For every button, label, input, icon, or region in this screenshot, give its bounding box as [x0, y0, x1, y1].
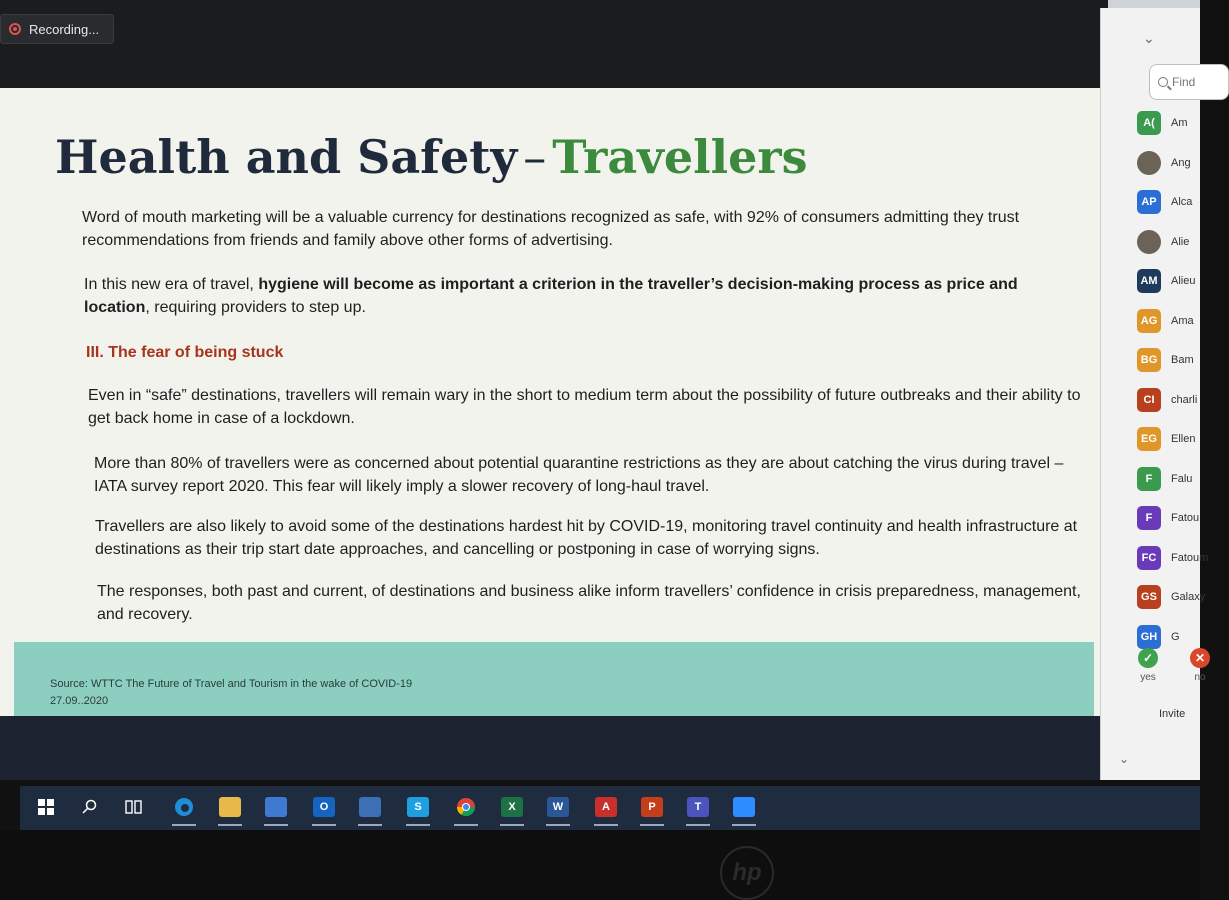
excel-icon[interactable]: [498, 792, 526, 822]
participant-row[interactable]: [1137, 227, 1207, 257]
participant-row[interactable]: [1137, 187, 1207, 217]
file-explorer-icon[interactable]: [216, 792, 244, 822]
teams-icon-glyph: T: [687, 797, 709, 817]
chevron-down-icon[interactable]: ⌄: [1143, 30, 1155, 46]
participant-name: Am: [1171, 117, 1188, 129]
avatar: [1137, 230, 1161, 254]
store-icon-glyph: [265, 797, 287, 817]
network-icon-glyph: [359, 797, 381, 817]
invite-button[interactable]: Invite: [1159, 708, 1186, 720]
yes-label: yes: [1140, 672, 1156, 683]
paragraph-responses: The responses, both past and current, of destinations and business alike inform travellers’ confidence in crisis preparedness, management, and recovery.: [97, 583, 1081, 623]
record-icon: [9, 23, 21, 35]
running-indicator: [640, 824, 664, 826]
running-indicator: [594, 824, 618, 826]
participant-name: Fatoum: [1171, 551, 1209, 564]
paragraph-new-era-end: , requiring providers to step up.: [145, 299, 366, 316]
participant-row[interactable]: [1137, 385, 1207, 415]
participant-row[interactable]: [1137, 266, 1207, 296]
avatar: AM: [1137, 269, 1161, 293]
meeting-bottom-area: [0, 716, 1108, 780]
avatar: CI: [1137, 388, 1161, 412]
participant-name: charli: [1171, 393, 1198, 406]
paragraph-quarantine: More than 80% of travellers were as concerned about potential quarantine restrictions as they are about catching the virus during travel – IATA survey report 2020. This fear will likely imply a slower recovery of long-haul travel.: [94, 455, 1064, 495]
task-view-icon[interactable]: [120, 792, 148, 822]
search-placeholder: Find: [1172, 75, 1196, 89]
no-label: no: [1194, 672, 1206, 683]
running-indicator: [454, 824, 478, 826]
source-band: [14, 642, 1094, 718]
participant-name: Galaxy: [1171, 591, 1206, 603]
shared-slide: [0, 88, 1108, 722]
participant-row[interactable]: [1137, 582, 1207, 612]
acrobat-icon[interactable]: [592, 792, 620, 822]
participant-row[interactable]: [1137, 543, 1207, 573]
chevron-down-icon[interactable]: ⌄: [1119, 752, 1130, 766]
no-button[interactable]: [1185, 648, 1215, 683]
skype-icon[interactable]: [404, 792, 432, 822]
slide-title-accent: Travellers: [552, 130, 808, 184]
acrobat-icon-glyph: A: [595, 797, 617, 817]
participant-row[interactable]: [1137, 306, 1207, 336]
outlook-icon-glyph: O: [313, 797, 335, 817]
meeting-top-area: [0, 0, 1108, 92]
search-icon: [1158, 77, 1168, 87]
running-indicator: [218, 824, 242, 826]
avatar: EG: [1137, 427, 1161, 451]
participant-row[interactable]: [1137, 424, 1207, 454]
windows-taskbar: [20, 786, 1200, 830]
participant-name: Alca: [1171, 196, 1193, 208]
search-icon[interactable]: [76, 792, 104, 822]
avatar: F: [1137, 467, 1161, 491]
running-indicator: [264, 824, 288, 826]
edge-icon-glyph: [173, 797, 195, 817]
file-explorer-icon-glyph: [219, 797, 241, 817]
teams-icon[interactable]: [684, 792, 712, 822]
participant-row[interactable]: [1137, 503, 1207, 533]
participant-search-input[interactable]: [1149, 64, 1229, 100]
paragraph-new-era: [84, 273, 1084, 319]
source-line-1: Source: WTTC The Future of Travel and Tourism in the wake of COVID-19: [50, 678, 413, 690]
participant-name: Alieu: [1171, 275, 1196, 287]
source-citation: [50, 676, 412, 710]
avatar: [1137, 151, 1161, 175]
task-view-icon-glyph: [123, 797, 145, 817]
running-indicator: [732, 824, 756, 826]
edge-icon[interactable]: [170, 792, 198, 822]
participant-name: Alie: [1171, 235, 1190, 248]
avatar: AP: [1137, 190, 1161, 214]
outlook-icon[interactable]: [310, 792, 338, 822]
avatar: BG: [1137, 348, 1161, 372]
participant-row[interactable]: [1137, 622, 1207, 652]
hp-logo: hp: [720, 846, 774, 900]
paragraph-new-era-bold: hygiene will become as important a criterion in the traveller’s decision-making process as price and location: [84, 276, 1018, 316]
participant-name: G: [1171, 630, 1180, 643]
store-icon[interactable]: [262, 792, 290, 822]
network-icon[interactable]: [356, 792, 384, 822]
paragraph-safe-destinations: Even in “safe” destinations, travellers will remain wary in the short to medium term about the possibility of future outbreaks and their ability to get back home in case of a lockdown.: [88, 387, 1081, 427]
laptop-bezel: [0, 830, 1200, 900]
avatar: F: [1137, 506, 1161, 530]
recording-label: Recording...: [29, 21, 100, 37]
running-indicator: [406, 824, 430, 826]
running-indicator: [500, 824, 524, 826]
close-icon: ✕: [1190, 648, 1210, 668]
participant-name: Falu: [1171, 472, 1193, 485]
running-indicator: [358, 824, 382, 826]
participant-row[interactable]: [1137, 345, 1207, 375]
participant-row[interactable]: [1137, 464, 1207, 494]
participant-name: Ellen: [1171, 433, 1196, 445]
search-icon-glyph: [79, 797, 101, 817]
running-indicator: [312, 824, 336, 826]
participant-row[interactable]: [1137, 108, 1207, 138]
participant-name: Ang: [1171, 156, 1191, 169]
section-heading: III. The fear of being stuck: [86, 344, 284, 361]
participant-name: Ama: [1171, 314, 1194, 327]
yes-button[interactable]: [1133, 648, 1163, 683]
zoom-icon[interactable]: [730, 792, 758, 822]
slide-title-dash: –: [523, 130, 547, 184]
avatar: A(: [1137, 111, 1161, 135]
participant-name: Fatou: [1171, 512, 1200, 524]
windows-start-icon[interactable]: [32, 792, 60, 822]
check-icon: ✓: [1138, 648, 1158, 668]
word-icon[interactable]: [544, 792, 572, 822]
powerpoint-icon[interactable]: [638, 792, 666, 822]
paragraph-word-of-mouth: Word of mouth marketing will be a valuable currency for destinations recognized as safe, with 92% of consumers admitting they trust recommendations from friends and family above other forms of advertising.: [82, 209, 1020, 249]
windows-start-icon-glyph: [35, 797, 57, 817]
word-icon-glyph: W: [547, 797, 569, 817]
avatar: GH: [1137, 625, 1161, 649]
powerpoint-icon-glyph: P: [641, 797, 663, 817]
avatar: FC: [1137, 546, 1161, 570]
participants-panel: [1100, 8, 1209, 780]
slide-title-main: Health and Safety: [55, 130, 518, 184]
paragraph-avoid-destinations: Travellers are also likely to avoid some of the destinations hardest hit by COVID-19, monitoring travel continuity and health infrastructure at destinations as their trip start date approaches, and cancelling or postponing in case of worrying signs.: [95, 518, 1078, 558]
paragraph-new-era-start: In this new era of travel,: [84, 276, 259, 293]
slide-title: [55, 130, 807, 184]
recording-indicator[interactable]: [0, 14, 114, 44]
running-indicator: [546, 824, 570, 826]
avatar: GS: [1137, 585, 1161, 609]
excel-icon-glyph: X: [501, 797, 523, 817]
chrome-icon-glyph: [455, 797, 477, 817]
participant-name: Bam: [1171, 354, 1194, 366]
skype-icon-glyph: S: [407, 797, 429, 817]
chrome-icon[interactable]: [452, 792, 480, 822]
running-indicator: [686, 824, 710, 826]
zoom-icon-glyph: [733, 797, 755, 817]
avatar: AG: [1137, 309, 1161, 333]
participant-row[interactable]: [1137, 148, 1207, 178]
source-line-2: 27.09..2020: [50, 695, 109, 707]
running-indicator: [172, 824, 196, 826]
